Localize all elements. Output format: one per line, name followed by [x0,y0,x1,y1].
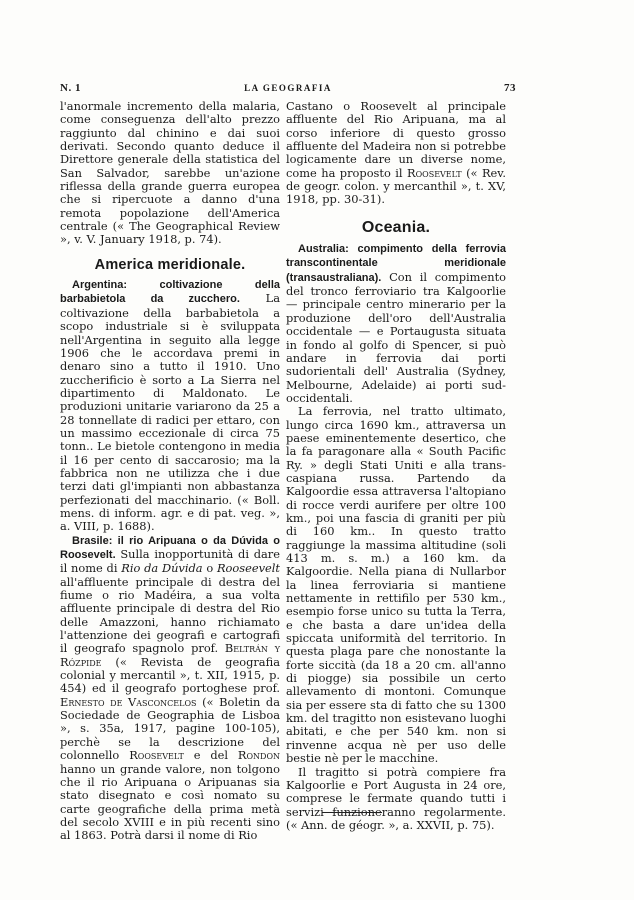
argentina-text: La coltivazione della barbabietola a scopo industriale si è sviluppata nell'Argentina in seguito alla legge 1906 che le accordava premi in denaro sino a tutto il 1910. Uno zuccherificio è sorto a La Sierra nel dipartimento di Maldonato. Le produzioni unitarie variarono da 25 a 28 tonnellate di radici per ettaro, con un massimo eccezionale di circa 75 tonn.. Le bietole contengono in media il 16 per cento di saccarosio; ma la fabbrica non ne utilizza che i due terzi dati gl'impianti non abbastanza perfezionati del macchinario. (« Boll. mens. di inform. agr. e di pat. veg. », a. VIII, p. 1688). [60,291,281,534]
page-number: 73 [504,82,516,94]
brasile-author-2: Ernesto de Vasconcelos [60,694,197,709]
brasile-author-1: Beltrán y Rózpide [60,641,280,669]
section-title-america: America meridionale. [94,256,246,273]
australia-text: Con il compimento del tronco ferroviario tra Kalgoorlie — principale centro minerario per la produzione dell'oro dell'Australia occidentale — e Portaugusta situata in fondo al golfo di Spencer, si può andare in ferrovia dai porti sudorientali dell' Australia (Sydney, Melbourne, Adelaide) ai porti sud-occidentali. [286,269,506,405]
paragraph-argentina [60,278,280,534]
brasile-author-3: Roosevelt [129,748,184,763]
brasile-author-4: Rondon [237,748,281,763]
brasile-italic-2: Rooseevelt [216,561,280,576]
paragraph-intro: l'anormale incremento della malaria, come conseguenza dell'alto prezzo raggiunto dal chinino e dai suoi derivati. Secondo quanto deduce il Direttore generale della statistica del San Salvador, sarebbe un'azione riflessa della grande guerra europea che si ripercuote a danno d'una remota popolazione dell'America centrale (« The Geographical Review », v. V. January 1918, p. 74). [60,99,280,247]
paragraph-ferrovia: La ferrovia, nel tratto ultimato, lungo circa 1690 km., attraversa un paese eminentemente desertico, che la fa paragonare alla « South Pacific Ry. » degli Stati Uniti e alla trans-caspiana russa. Partendo da Kalgoordie essa attraversa l'altopiano di rocce verdi aurifere per oltre 100 km., poi una fascia di graniti per più di 160 km.. In questo tratto raggiunge la massima altitudine (soli 413 m. s. m.) a 160 km. da Kalgoordie. Nella piana di Nullarbor la linea ferroviaria si mantiene nettamente in rettifilo per 530 km., esempio forse unico su tutta la Terra, e che basta a dare un'idea della spiccata uniformità del territorio. In questa plaga pare che nonostante la forte siccità (da 18 a 20 cm. all'anno di piogge) sia possibile un certo allevamento di montoni. Comunque sia per essere sta di fatto che su 1300 km. del tragitto non esistevano luoghi abitati, e che per 540 km. non si rinvenne acqua nè per uso delle bestie nè per le macchine. [286,404,506,766]
brasile-italic-1: Rio da Dúvida [121,561,203,576]
brasile-text-1: Sulla inopportunità di dare il nome di [60,547,280,576]
issue-number: N. 1 [60,82,81,94]
journal-title: LA GEOGRAFIA [244,83,332,93]
paragraph-tragitto: Il tragitto si potrà compiere fra Kalgoorlie e Port Augusta in 24 ore, comprese le fermate quando tutti i servizi funzioneranno regolarmente. (« Ann. de géogr. », a. XXVII, p. 75). [286,764,506,832]
brasile-text-4: (« Revista de geografia colonial y mercantil », t. XII, 1915, p. 454) ed il geografo portoghese prof. [60,654,280,696]
brasile-text-5: (« Boletin da Sociedade de Geographia de Lisboa », s. 35a, 1917, pagine 100-105), perchè se la descrizione del colonnello [60,694,280,763]
brasile-text-7: hanno un grande valore, non tolgono che il rio Aripuana o Aripuanas sia stato disegnato e così nomato su carte geografiche della prima metà del secolo XVIII e in più recenti sino al 1863. Potrà darsi il nome di Rio [60,761,280,843]
paragraph-australia [286,242,506,405]
continuation-text-2: (« Rev. de geogr. colon. y mercanthil », t. XV, 1918, pp. 30-31). [286,165,506,207]
right-column [286,100,506,832]
brasile-text-6: e del [183,748,238,763]
brasile-text-2: o [202,561,217,576]
continuation-text-1: Castano o Roosevelt al principale affluente del Rio Aripuana, ma al corso inferiore di questo grosso affluente del Madeira non si potrebbe logicamente dare un diverse nome, come ha proposto il [286,99,506,180]
subheading-argentina: Argentina: coltivazione della barbabietola da zucchero. [60,279,280,306]
left-column [60,100,280,843]
subheading-australia: Australia: compimento della ferrovia transcontinentale meridionale (transaustraliana). [286,243,506,284]
paragraph-continuation [286,100,506,207]
end-rule [322,812,382,813]
subheading-brasile: Brasile: il rio Aripuana o da Dúvida o Roosevelt. [60,534,280,561]
section-title-oceania: Oceania. [361,218,431,236]
brasile-text-3: all'affluente principale di destra del fiume o rio Madéira, a sua volta affluente principale di destra del Rio delle Amazzoni, hanno richiamato l'attenzione dei geografi e cartografi il geografo spagnolo prof. [60,574,280,656]
paragraph-brasile [60,534,280,843]
continuation-author: Roosevelt [407,165,462,180]
